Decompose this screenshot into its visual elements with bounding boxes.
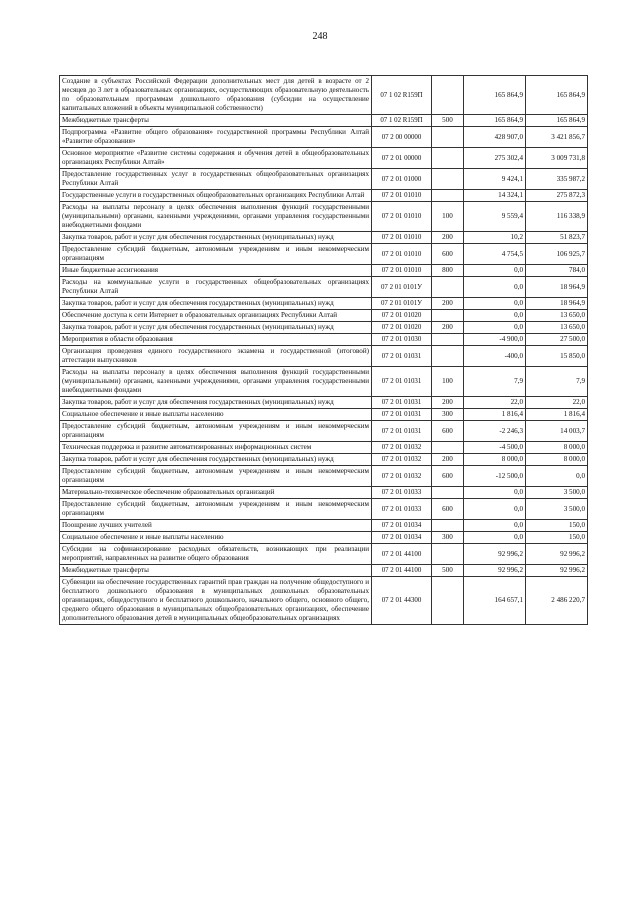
row-total-amount-cell: 165 864,9: [526, 76, 588, 115]
row-total-amount-cell: 18 964,9: [526, 277, 588, 298]
row-total-amount-cell: 14 003,7: [526, 421, 588, 442]
row-total-amount-cell: 106 925,7: [526, 244, 588, 265]
row-expense-type-cell: 600: [432, 466, 464, 487]
row-total-amount-cell: 3 009 731,8: [526, 148, 588, 169]
row-expense-type-cell: 500: [432, 115, 464, 127]
table-row: [60, 577, 588, 625]
table-row: [60, 322, 588, 334]
row-expense-type-cell: [432, 334, 464, 346]
row-name-cell: Закупка товаров, работ и услуг для обеспечения государственных (муниципальных) нужд: [60, 397, 372, 409]
row-code-cell: 07 2 01 01010: [372, 244, 432, 265]
row-total-amount-cell: 18 964,9: [526, 298, 588, 310]
row-expense-type-cell: [432, 310, 464, 322]
table-row: [60, 346, 588, 367]
row-expense-type-cell: 800: [432, 265, 464, 277]
row-change-amount-cell: 0,0: [464, 298, 526, 310]
row-code-cell: 07 2 01 01031: [372, 421, 432, 442]
row-total-amount-cell: 51 823,7: [526, 232, 588, 244]
row-change-amount-cell: 4 754,5: [464, 244, 526, 265]
budget-table: [59, 75, 588, 625]
row-name-cell: Субсидии на софинансирование расходных обязательств, возникающих при реализации мероприятий, направленных на развитие общего образования: [60, 544, 372, 565]
row-code-cell: 07 2 01 01031: [372, 346, 432, 367]
table-row: [60, 277, 588, 298]
row-code-cell: 07 2 01 01010: [372, 232, 432, 244]
table-row: [60, 76, 588, 115]
row-expense-type-cell: 200: [432, 454, 464, 466]
row-expense-type-cell: 200: [432, 298, 464, 310]
row-code-cell: 07 2 01 01033: [372, 499, 432, 520]
row-code-cell: 07 1 02 R159П: [372, 115, 432, 127]
row-name-cell: Закупка товаров, работ и услуг для обеспечения государственных (муниципальных) нужд: [60, 454, 372, 466]
row-expense-type-cell: [432, 520, 464, 532]
row-name-cell: Межбюджетные трансферты: [60, 115, 372, 127]
row-code-cell: 07 2 01 01010: [372, 202, 432, 232]
row-total-amount-cell: 784,0: [526, 265, 588, 277]
row-code-cell: 07 2 01 01031: [372, 367, 432, 397]
row-name-cell: Расходы на коммунальные услуги в государственных общеобразовательных организациях Республики Алтай: [60, 277, 372, 298]
row-change-amount-cell: -4 500,0: [464, 442, 526, 454]
row-total-amount-cell: 3 500,0: [526, 487, 588, 499]
row-expense-type-cell: 600: [432, 499, 464, 520]
table-row: [60, 520, 588, 532]
row-code-cell: 07 2 01 44300: [372, 577, 432, 625]
row-code-cell: 07 2 01 01030: [372, 334, 432, 346]
row-total-amount-cell: 8 000,0: [526, 442, 588, 454]
row-change-amount-cell: 0,0: [464, 499, 526, 520]
table-row: [60, 367, 588, 397]
row-code-cell: 07 2 01 01010: [372, 190, 432, 202]
row-name-cell: Закупка товаров, работ и услуг для обеспечения государственных (муниципальных) нужд: [60, 232, 372, 244]
table-row: [60, 409, 588, 421]
table-row: [60, 454, 588, 466]
row-name-cell: Государственные услуги в государственных общеобразовательных организациях Республики Алтай: [60, 190, 372, 202]
row-code-cell: 07 2 01 01032: [372, 454, 432, 466]
row-expense-type-cell: [432, 127, 464, 148]
row-expense-type-cell: 300: [432, 409, 464, 421]
row-expense-type-cell: [432, 577, 464, 625]
row-expense-type-cell: 500: [432, 565, 464, 577]
row-expense-type-cell: 300: [432, 532, 464, 544]
row-expense-type-cell: 200: [432, 232, 464, 244]
row-name-cell: Предоставление субсидий бюджетным, автономным учреждениям и иным некоммерческим организациям: [60, 421, 372, 442]
row-change-amount-cell: -4 900,0: [464, 334, 526, 346]
row-name-cell: Иные бюджетные ассигнования: [60, 265, 372, 277]
row-change-amount-cell: 92 996,2: [464, 544, 526, 565]
row-expense-type-cell: [432, 346, 464, 367]
row-change-amount-cell: 0,0: [464, 277, 526, 298]
row-expense-type-cell: 100: [432, 367, 464, 397]
table-row: [60, 244, 588, 265]
row-total-amount-cell: 13 650,0: [526, 322, 588, 334]
row-expense-type-cell: 600: [432, 244, 464, 265]
row-name-cell: Предоставление субсидий бюджетным, автономным учреждениям и иным некоммерческим организациям: [60, 499, 372, 520]
row-change-amount-cell: 14 324,1: [464, 190, 526, 202]
row-name-cell: Мероприятия в области образования: [60, 334, 372, 346]
row-code-cell: 07 2 01 44100: [372, 565, 432, 577]
row-total-amount-cell: 150,0: [526, 532, 588, 544]
row-change-amount-cell: 164 657,1: [464, 577, 526, 625]
row-name-cell: Расходы на выплаты персоналу в целях обеспечения выполнения функций государственными (муниципальными) органами, казенными учреждениями, органами управления государственными внебюджетными фондами: [60, 202, 372, 232]
row-name-cell: Предоставление государственных услуг в государственных общеобразовательных организациях Республики Алтай: [60, 169, 372, 190]
row-change-amount-cell: 22,0: [464, 397, 526, 409]
row-code-cell: 07 2 01 01010: [372, 265, 432, 277]
row-change-amount-cell: 0,0: [464, 265, 526, 277]
row-change-amount-cell: 428 907,0: [464, 127, 526, 148]
row-code-cell: 07 2 01 01032: [372, 466, 432, 487]
table-body: [60, 76, 588, 625]
row-expense-type-cell: 200: [432, 397, 464, 409]
row-change-amount-cell: 0,0: [464, 322, 526, 334]
table-row: [60, 499, 588, 520]
row-name-cell: Предоставление субсидий бюджетным, автономным учреждениям и иным некоммерческим организациям: [60, 244, 372, 265]
table-row: [60, 487, 588, 499]
row-change-amount-cell: -2 246,3: [464, 421, 526, 442]
table-row: [60, 421, 588, 442]
row-change-amount-cell: 7,9: [464, 367, 526, 397]
row-expense-type-cell: 100: [432, 202, 464, 232]
row-name-cell: Предоставление субсидий бюджетным, автономным учреждениям и иным некоммерческим организациям: [60, 466, 372, 487]
row-code-cell: 07 2 01 01020: [372, 322, 432, 334]
row-change-amount-cell: 9 559,4: [464, 202, 526, 232]
table-row: [60, 565, 588, 577]
table-row: [60, 169, 588, 190]
table-row: [60, 334, 588, 346]
row-code-cell: 07 2 01 01033: [372, 487, 432, 499]
row-change-amount-cell: 0,0: [464, 310, 526, 322]
table-row: [60, 202, 588, 232]
row-change-amount-cell: 0,0: [464, 487, 526, 499]
row-name-cell: Социальное обеспечение и иные выплаты населению: [60, 532, 372, 544]
page-number: 248: [312, 31, 328, 42]
row-code-cell: 07 2 01 01034: [372, 520, 432, 532]
table-row: [60, 397, 588, 409]
row-total-amount-cell: 150,0: [526, 520, 588, 532]
row-name-cell: Межбюджетные трансферты: [60, 565, 372, 577]
row-total-amount-cell: 335 987,2: [526, 169, 588, 190]
row-total-amount-cell: 15 850,0: [526, 346, 588, 367]
table-row: [60, 127, 588, 148]
row-change-amount-cell: 8 000,0: [464, 454, 526, 466]
row-change-amount-cell: 92 996,2: [464, 565, 526, 577]
table-row: [60, 115, 588, 127]
table-row: [60, 148, 588, 169]
row-expense-type-cell: [432, 544, 464, 565]
row-code-cell: 07 2 01 01032: [372, 442, 432, 454]
row-total-amount-cell: 92 996,2: [526, 544, 588, 565]
table-row: [60, 190, 588, 202]
row-code-cell: 07 2 01 0101У: [372, 298, 432, 310]
row-change-amount-cell: 165 864,9: [464, 115, 526, 127]
row-name-cell: Субвенции на обеспечение государственных гарантий прав граждан на получение общедоступного и бесплатного дошкольного образования в муниципальных дошкольных образовательных организациях, общедоступного и бесплатного дошкольного, начального общего, основного общего, среднего общего образования в муниципальных общеобразовательных организациях, обеспечение дополнительного образования детей в муниципальных общеобразовательных организациях: [60, 577, 372, 625]
row-total-amount-cell: 27 500,0: [526, 334, 588, 346]
table-row: [60, 310, 588, 322]
row-name-cell: Обеспечение доступа к сети Интернет в образовательных организациях Республики Алтай: [60, 310, 372, 322]
row-change-amount-cell: 0,0: [464, 520, 526, 532]
row-total-amount-cell: 22,0: [526, 397, 588, 409]
row-code-cell: 07 2 01 01031: [372, 409, 432, 421]
row-expense-type-cell: [432, 442, 464, 454]
row-expense-type-cell: [432, 190, 464, 202]
row-code-cell: 07 1 02 R159П: [372, 76, 432, 115]
row-code-cell: 07 2 01 44100: [372, 544, 432, 565]
row-name-cell: Закупка товаров, работ и услуг для обеспечения государственных (муниципальных) нужд: [60, 322, 372, 334]
table-row: [60, 532, 588, 544]
row-name-cell: Основное мероприятие «Развитие системы содержания и обучения детей в общеобразовательных организациях Республики Алтай»: [60, 148, 372, 169]
row-name-cell: Социальное обеспечение и иные выплаты населению: [60, 409, 372, 421]
row-expense-type-cell: 600: [432, 421, 464, 442]
row-expense-type-cell: [432, 487, 464, 499]
row-total-amount-cell: 3 500,0: [526, 499, 588, 520]
row-change-amount-cell: 275 302,4: [464, 148, 526, 169]
row-change-amount-cell: 165 864,9: [464, 76, 526, 115]
row-total-amount-cell: 2 486 220,7: [526, 577, 588, 625]
row-total-amount-cell: 275 872,3: [526, 190, 588, 202]
row-code-cell: 07 2 01 0101У: [372, 277, 432, 298]
row-code-cell: 07 2 01 01000: [372, 169, 432, 190]
row-name-cell: Организация проведения единого государственного экзамена и государственной (итоговой) аттестации выпускников: [60, 346, 372, 367]
table-row: [60, 298, 588, 310]
row-name-cell: Поощрение лучших учителей: [60, 520, 372, 532]
row-change-amount-cell: 10,2: [464, 232, 526, 244]
row-name-cell: Закупка товаров, работ и услуг для обеспечения государственных (муниципальных) нужд: [60, 298, 372, 310]
row-name-cell: Материально-техническое обеспечение образовательных организаций: [60, 487, 372, 499]
row-change-amount-cell: 1 816,4: [464, 409, 526, 421]
row-expense-type-cell: 200: [432, 322, 464, 334]
row-expense-type-cell: [432, 277, 464, 298]
row-name-cell: Расходы на выплаты персоналу в целях обеспечения выполнения функций государственными (муниципальными) органами, казенными учреждениями, органами управления государственными внебюджетными фондами: [60, 367, 372, 397]
table-row: [60, 442, 588, 454]
row-name-cell: Техническая поддержка и развитие автоматизированных информационных систем: [60, 442, 372, 454]
row-total-amount-cell: 7,9: [526, 367, 588, 397]
table-row: [60, 544, 588, 565]
row-code-cell: 07 2 01 00000: [372, 148, 432, 169]
row-change-amount-cell: 9 424,1: [464, 169, 526, 190]
table-row: [60, 265, 588, 277]
row-total-amount-cell: 0,0: [526, 466, 588, 487]
table-row: [60, 232, 588, 244]
row-change-amount-cell: 0,0: [464, 532, 526, 544]
row-code-cell: 07 2 01 01034: [372, 532, 432, 544]
row-expense-type-cell: [432, 148, 464, 169]
row-total-amount-cell: 116 338,9: [526, 202, 588, 232]
row-total-amount-cell: 8 000,0: [526, 454, 588, 466]
row-code-cell: 07 2 01 01020: [372, 310, 432, 322]
table-row: [60, 466, 588, 487]
row-code-cell: 07 2 00 00000: [372, 127, 432, 148]
row-total-amount-cell: 165 864,9: [526, 115, 588, 127]
row-name-cell: Создание в субъектах Российской Федерации дополнительных мест для детей в возрасте от 2 месяцев до 3 лет в образовательных организациях, осуществляющих образовательную деятельность по образовательным программам дошкольного образования (субсидии на осуществление капитальных вложений в объекты муниципальной собственности): [60, 76, 372, 115]
row-total-amount-cell: 13 650,0: [526, 310, 588, 322]
row-expense-type-cell: [432, 76, 464, 115]
row-total-amount-cell: 3 421 856,7: [526, 127, 588, 148]
row-expense-type-cell: [432, 169, 464, 190]
row-change-amount-cell: -12 500,0: [464, 466, 526, 487]
row-code-cell: 07 2 01 01031: [372, 397, 432, 409]
row-total-amount-cell: 1 816,4: [526, 409, 588, 421]
row-name-cell: Подпрограмма «Развитие общего образования» государственной программы Республики Алтай «Развитие образования»: [60, 127, 372, 148]
row-change-amount-cell: -400,0: [464, 346, 526, 367]
row-total-amount-cell: 92 996,2: [526, 565, 588, 577]
